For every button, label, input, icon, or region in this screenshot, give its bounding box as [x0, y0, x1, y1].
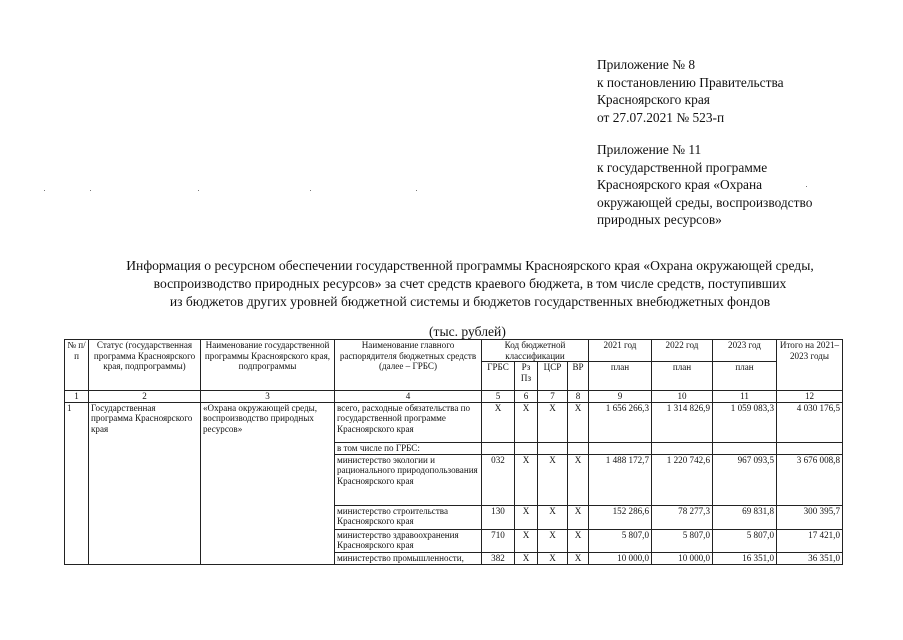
scan-speck: [44, 190, 45, 191]
csr-cell: X: [538, 454, 568, 505]
vr-cell: X: [568, 552, 589, 564]
value-total-cell: 17 421,0: [777, 529, 843, 552]
grbs-name-cell: всего, расходные обязательства по государственной программе Красноярского края: [335, 402, 482, 442]
csr-cell: X: [538, 402, 568, 442]
header-status: Статус (государственная программа Красноярского края, подпрограммы): [89, 340, 201, 391]
vr-cell: X: [568, 505, 589, 529]
rzpr-cell: X: [515, 529, 538, 552]
row-status: Государственная программа Красноярского края: [89, 402, 201, 564]
vr-cell: X: [568, 402, 589, 442]
empty-cell: [515, 442, 538, 454]
title-line: Информация о ресурсном обеспечении государственной программы Красноярского края «Охрана окружающей среды,: [126, 258, 814, 273]
csr-cell: X: [538, 505, 568, 529]
value-2023-cell: 16 351,0: [713, 552, 777, 564]
scan-speck: [806, 186, 807, 187]
units-label: (тыс. рублей): [429, 324, 506, 339]
column-number: 3: [201, 391, 335, 403]
vr-cell: X: [568, 529, 589, 552]
column-number: 10: [652, 391, 713, 403]
column-number: 1: [65, 391, 89, 403]
header-code: Код бюджетной классификации: [482, 340, 589, 362]
header-vr: ВР: [568, 362, 589, 391]
scan-speck: [310, 190, 311, 191]
header-name: Наименование государственной программы Красноярского края, подпрограммы: [201, 340, 335, 391]
empty-cell: [482, 442, 515, 454]
value-2023-cell: 1 059 083,3: [713, 402, 777, 442]
header-grbs-name: Наименование главного распорядителя бюджетных средств (далее – ГРБС): [335, 340, 482, 391]
csr-cell: X: [538, 552, 568, 564]
value-2022-cell: 78 277,3: [652, 505, 713, 529]
grbs-code-cell: 130: [482, 505, 515, 529]
rzpr-cell: X: [515, 505, 538, 529]
grbs-code-cell: 382: [482, 552, 515, 564]
scan-speck: [416, 190, 417, 191]
grbs-code-cell: X: [482, 402, 515, 442]
header-2022: 2022 год: [652, 340, 713, 362]
value-2021-cell: 1 488 172,7: [589, 454, 652, 505]
column-number-row: [65, 391, 843, 403]
rzpr-cell: X: [515, 454, 538, 505]
value-total-cell: 300 395,7: [777, 505, 843, 529]
appendix-8-line: Приложение № 8: [597, 57, 696, 72]
value-2023-cell: 5 807,0: [713, 529, 777, 552]
header-plan: план: [589, 362, 652, 391]
value-2022-cell: 10 000,0: [652, 552, 713, 564]
column-number: 2: [89, 391, 201, 403]
column-number: 7: [538, 391, 568, 403]
row-num: 1: [65, 402, 89, 564]
header-total: Итого на 2021–2023 годы: [777, 340, 843, 391]
empty-cell: [713, 442, 777, 454]
empty-cell: [777, 442, 843, 454]
appendix-11-line: Красноярского края «Охрана: [597, 177, 763, 192]
rzpr-cell: X: [515, 552, 538, 564]
document-title: [40, 257, 900, 311]
value-2021-cell: 10 000,0: [589, 552, 652, 564]
header-grbs: ГРБС: [482, 362, 515, 391]
appendix-11-line: окружающей среды, воспроизводство: [597, 194, 813, 210]
header-rzpr: Рз Пз: [515, 362, 538, 391]
title-line: из бюджетов других уровней бюджетной системы и бюджетов государственных внебюджетных фондов: [169, 294, 771, 309]
header-num: № п/п: [65, 340, 89, 391]
header-plan: план: [713, 362, 777, 391]
column-number: 9: [589, 391, 652, 403]
header-2023: 2023 год: [713, 340, 777, 362]
appendix-8-header: [597, 56, 897, 126]
header-csr: ЦСР: [538, 362, 568, 391]
value-2021-cell: 1 656 266,3: [589, 402, 652, 442]
value-2021-cell: 152 286,6: [589, 505, 652, 529]
column-number: 5: [482, 391, 515, 403]
rzpr-cell: X: [515, 402, 538, 442]
value-2022-cell: 1 220 742,6: [652, 454, 713, 505]
empty-cell: [568, 442, 589, 454]
appendix-8-line: Красноярского края: [597, 92, 710, 107]
appendix-8-line: от 27.07.2021 № 523-п: [597, 109, 725, 125]
scan-speck: [198, 190, 199, 191]
resource-table: [64, 339, 843, 565]
appendix-11-line: природных ресурсов»: [597, 212, 722, 227]
appendix-11-line: Приложение № 11: [597, 142, 702, 157]
csr-cell: X: [538, 529, 568, 552]
grbs-name-cell: министерство строительства Красноярского края: [335, 505, 482, 529]
column-number: 6: [515, 391, 538, 403]
value-2023-cell: 967 093,5: [713, 454, 777, 505]
header-row: [65, 340, 843, 362]
row-program-name: «Охрана окружающей среды, воспроизводство природных ресурсов»: [201, 402, 335, 564]
value-2023-cell: 69 831,8: [713, 505, 777, 529]
empty-cell: [652, 442, 713, 454]
empty-cell: [589, 442, 652, 454]
table-row: [65, 402, 843, 442]
appendix-11-header: [597, 141, 897, 229]
column-number: 4: [335, 391, 482, 403]
value-total-cell: 3 676 008,8: [777, 454, 843, 505]
value-2022-cell: 5 807,0: [652, 529, 713, 552]
column-number: 11: [713, 391, 777, 403]
value-total-cell: 36 351,0: [777, 552, 843, 564]
value-total-cell: 4 030 176,5: [777, 402, 843, 442]
title-line: воспроизводство природных ресурсов» за счет средств краевого бюджета, в том числе средств, поступивших: [153, 276, 787, 291]
subtotal-label-cell: в том числе по ГРБС:: [335, 442, 482, 454]
column-number: 12: [777, 391, 843, 403]
grbs-name-cell: министерство промышленности,: [335, 552, 482, 564]
appendix-8-line: к постановлению Правительства: [597, 74, 784, 90]
value-2021-cell: 5 807,0: [589, 529, 652, 552]
grbs-code-cell: 710: [482, 529, 515, 552]
grbs-name-cell: министерство экологии и рационального природопользования Красноярского края: [335, 454, 482, 505]
grbs-name-cell: министерство здравоохранения Красноярского края: [335, 529, 482, 552]
value-2022-cell: 1 314 826,9: [652, 402, 713, 442]
vr-cell: X: [568, 454, 589, 505]
grbs-code-cell: 032: [482, 454, 515, 505]
empty-cell: [538, 442, 568, 454]
header-plan: план: [652, 362, 713, 391]
column-number: 8: [568, 391, 589, 403]
header-2021: 2021 год: [589, 340, 652, 362]
appendix-11-line: к государственной программе: [597, 159, 768, 175]
scan-speck: [90, 190, 91, 191]
